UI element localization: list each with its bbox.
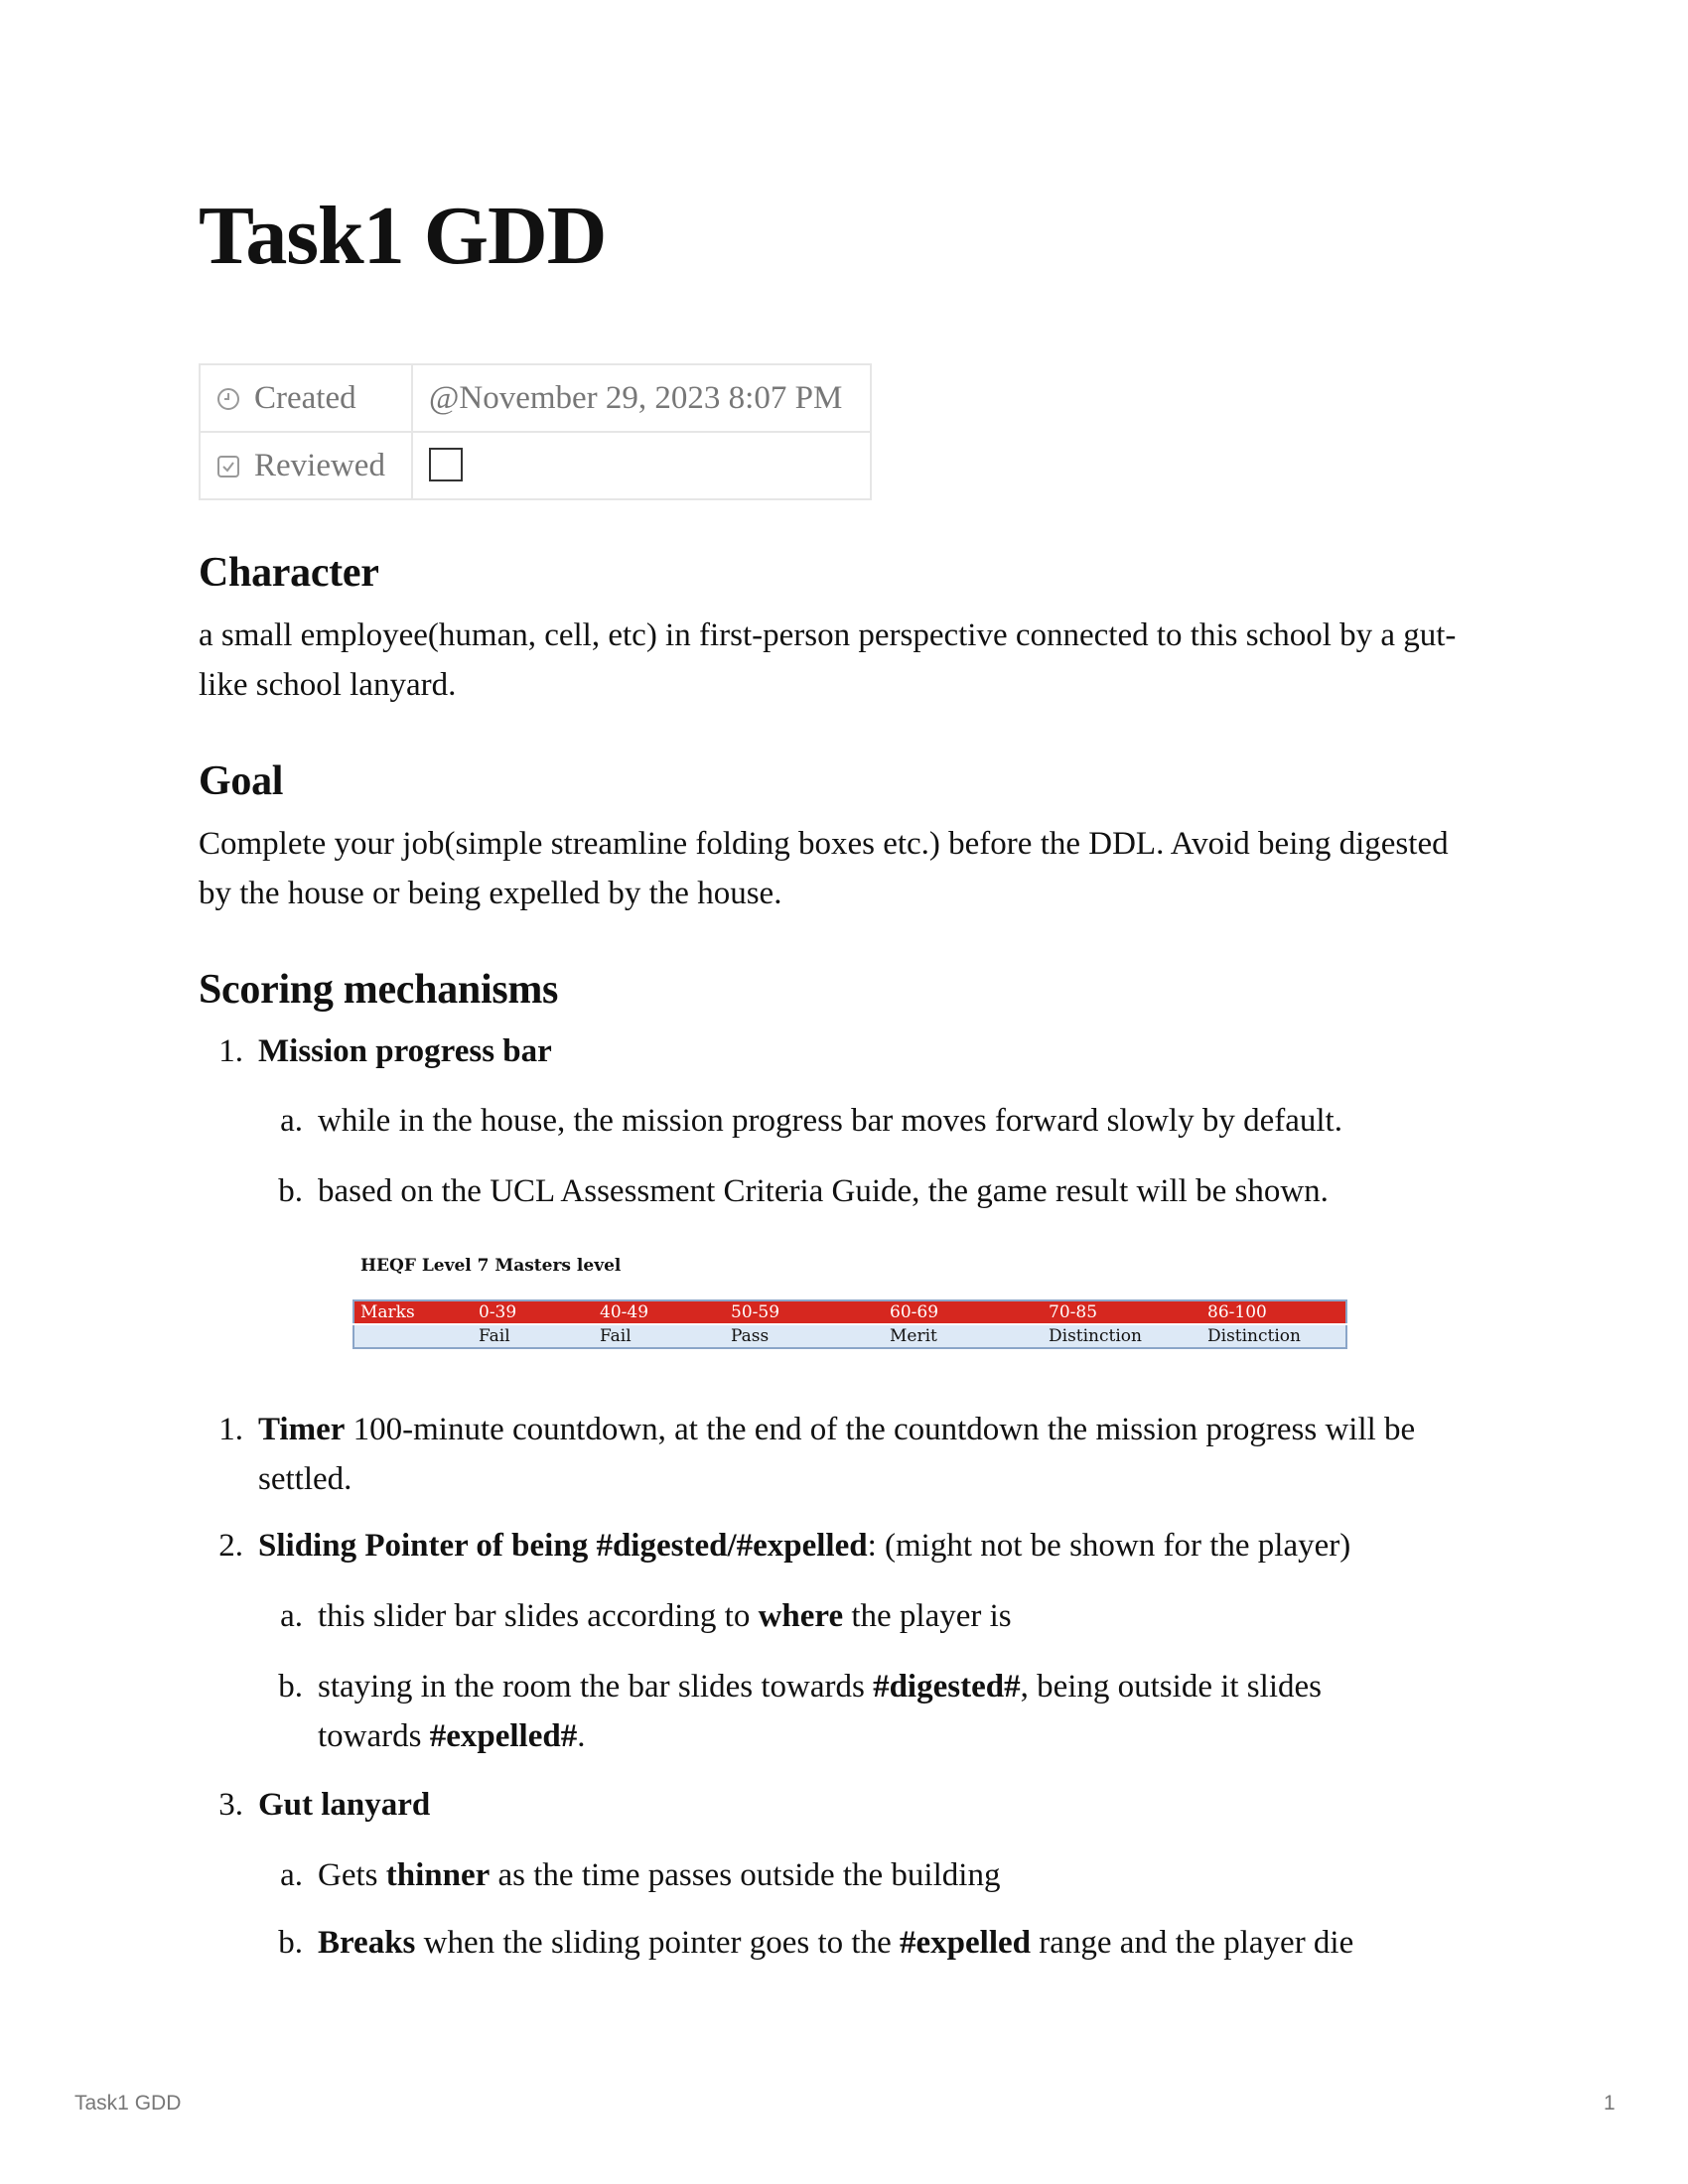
list-marker: b. <box>278 1925 303 1961</box>
grade-header-cell: Marks <box>353 1300 473 1324</box>
property-reviewed-value <box>412 432 871 499</box>
list-marker: 1. <box>218 1033 243 1069</box>
grade-cell <box>353 1324 473 1348</box>
grade-header-cell: 70-85 <box>1043 1300 1201 1324</box>
text-run: range and the player die <box>1030 1925 1354 1961</box>
grade-image-title: HEQF Level 7 Masters level <box>360 1256 622 1276</box>
list-marker: b. <box>278 1669 303 1705</box>
text-run: . <box>577 1718 586 1754</box>
property-created-label: Created <box>254 379 356 416</box>
list-marker: 1. <box>218 1412 243 1447</box>
grade-table <box>352 1299 1347 1349</box>
property-reviewed-label: Reviewed <box>254 447 385 483</box>
clock-icon <box>216 387 240 411</box>
list-marker: 2. <box>218 1528 243 1564</box>
grade-header-cell: 50-59 <box>725 1300 884 1324</box>
bold-run: Breaks <box>318 1925 416 1961</box>
list-subitem <box>278 1166 1329 1216</box>
text-run: this slider bar slides according to <box>318 1598 759 1634</box>
grade-cell: Distinction <box>1043 1324 1201 1348</box>
page-title: Task1 GDD <box>199 190 607 282</box>
grade-table-row <box>353 1324 1346 1348</box>
property-created <box>200 364 871 432</box>
bold-run: #digested# <box>873 1669 1021 1705</box>
text-run: as the time passes outside the building <box>490 1857 1001 1893</box>
list-item-timer <box>218 1405 1489 1504</box>
grade-header-cell: 0-39 <box>473 1300 594 1324</box>
list-item-title: Sliding Pointer of being #digested/#expelled <box>258 1528 868 1564</box>
list-subitem <box>280 1591 1012 1641</box>
list-item-sliding-pointer <box>218 1521 1351 1570</box>
character-text: a small employee(human, cell, etc) in first-person perspective connected to this school by a gut-like school lanyard. <box>199 617 1457 703</box>
list-marker: a. <box>280 1598 303 1634</box>
property-created-value[interactable]: @November 29, 2023 8:07 PM <box>412 364 871 432</box>
list-item-mission-progress <box>218 1026 552 1076</box>
grade-header-cell: 40-49 <box>594 1300 725 1324</box>
heading-goal: Goal <box>199 758 284 804</box>
heading-scoring: Scoring mechanisms <box>199 967 559 1013</box>
list-subitem <box>278 1662 1360 1761</box>
text-run: when the sliding pointer goes to the <box>415 1925 900 1961</box>
grade-cell: Fail <box>473 1324 594 1348</box>
reviewed-checkbox[interactable] <box>429 448 463 481</box>
grade-cell: Fail <box>594 1324 725 1348</box>
text-run: the player is <box>843 1598 1012 1634</box>
list-subitem <box>280 1850 1001 1900</box>
list-marker: a. <box>280 1857 303 1893</box>
list-item-gut-lanyard <box>218 1780 431 1830</box>
grade-cell: Distinction <box>1201 1324 1346 1348</box>
bold-run: where <box>758 1598 844 1634</box>
grade-cell: Pass <box>725 1324 884 1348</box>
heading-character: Character <box>199 550 379 596</box>
list-marker: 3. <box>218 1787 243 1823</box>
bold-run: #expelled# <box>429 1718 578 1754</box>
bold-run: thinner <box>385 1857 491 1893</box>
list-item-text: : (might not be shown for the player) <box>867 1528 1351 1564</box>
text-run: , being outside it slides towards <box>318 1669 1322 1754</box>
list-subitem-text: while in the house, the mission progress bar moves forward slowly by default. <box>318 1103 1342 1139</box>
property-reviewed <box>200 432 871 499</box>
property-reviewed-label-cell <box>200 432 412 499</box>
grade-criteria-image <box>352 1256 1345 1349</box>
checkbox-property-icon <box>216 455 240 478</box>
bold-run: #expelled <box>900 1925 1031 1961</box>
grade-header-cell: 86-100 <box>1201 1300 1346 1324</box>
text-run: Gets <box>318 1857 386 1893</box>
footer-page-number: 1 <box>1604 2092 1616 2115</box>
list-item-text: 100-minute countdown, at the end of the countdown the mission progress will be settled. <box>258 1412 1416 1497</box>
list-item-title: Gut lanyard <box>258 1787 431 1823</box>
grade-header-cell: 60-69 <box>884 1300 1043 1324</box>
grade-table-header-row <box>353 1300 1346 1324</box>
list-subitem-text: based on the UCL Assessment Criteria Guide, the game result will be shown. <box>318 1173 1329 1209</box>
list-item-title: Mission progress bar <box>258 1033 552 1069</box>
list-subitem <box>278 1918 1354 1968</box>
list-subitem <box>280 1096 1342 1146</box>
goal-text: Complete your job(simple streamline folding boxes etc.) before the DDL. Avoid being digested by the house or being expelled by the house. <box>199 826 1449 911</box>
property-created-label-cell <box>200 364 412 432</box>
grade-cell: Merit <box>884 1324 1043 1348</box>
list-marker: a. <box>280 1103 303 1139</box>
text-run: staying in the room the bar slides towards <box>318 1669 874 1705</box>
footer-document-title: Task1 GDD <box>74 2092 182 2115</box>
properties-table <box>199 363 872 500</box>
list-marker: b. <box>278 1173 303 1209</box>
list-item-title: Timer <box>258 1412 346 1447</box>
